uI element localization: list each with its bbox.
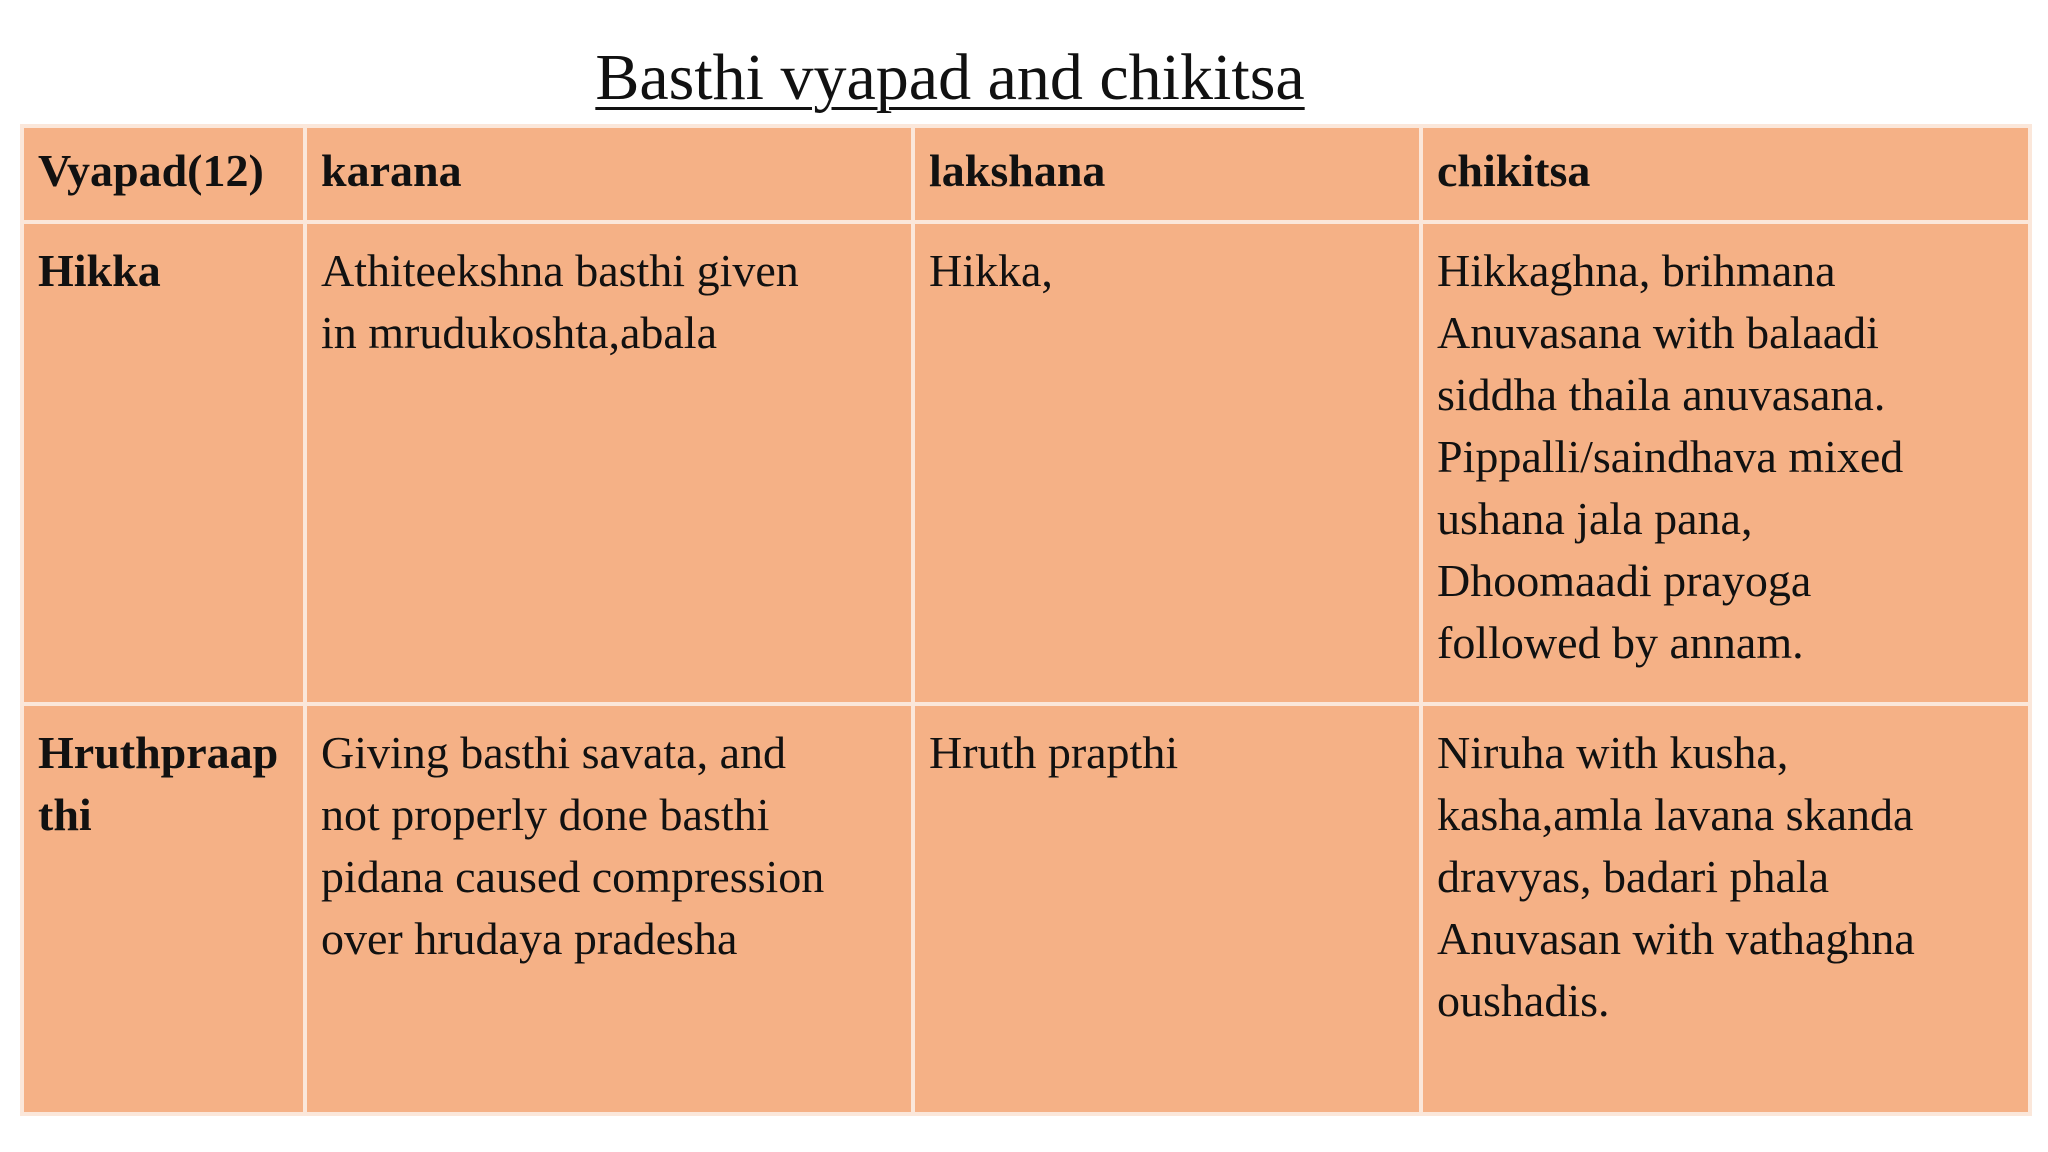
cell-line: Athiteekshna basthi given <box>321 245 799 296</box>
table-row <box>22 222 2030 704</box>
cell-karana <box>305 222 913 704</box>
cell-line: over hrudaya pradesha <box>321 913 738 964</box>
cell-chikitsa <box>1421 704 2030 1114</box>
cell-line: siddha thaila anuvasana. <box>1437 369 1886 420</box>
cell-line: ushana jala pana, <box>1437 493 1753 544</box>
cell-line: not properly done basthi <box>321 789 770 840</box>
cell-lakshana <box>913 222 1421 704</box>
cell-line: Giving basthi savata, and <box>321 727 787 778</box>
cell-karana <box>305 704 913 1114</box>
cell-line: followed by annam. <box>1437 617 1804 668</box>
cell-line: Niruha with kusha, <box>1437 727 1789 778</box>
cell-vyapad: Hikka <box>22 222 305 704</box>
cell-line: Hikkaghna, brihmana <box>1437 245 1836 296</box>
header-vyapad: Vyapad(12) <box>22 126 305 222</box>
cell-vyapad: Hruthpraapthi <box>22 704 305 1114</box>
table-header-row <box>22 126 2030 222</box>
table-row <box>22 704 2030 1114</box>
cell-line: pidana caused compression <box>321 851 825 902</box>
cell-line: kasha,amla lavana skanda <box>1437 789 1914 840</box>
cell-line: Dhoomaadi prayoga <box>1437 555 1812 606</box>
cell-line: Anuvasana with balaadi <box>1437 307 1879 358</box>
cell-line: in mrudukoshta,abala <box>321 307 718 358</box>
header-chikitsa: chikitsa <box>1421 126 2030 222</box>
header-karana: karana <box>305 126 913 222</box>
cell-line: Hruth prapthi <box>929 727 1179 778</box>
cell-lakshana <box>913 704 1421 1114</box>
cell-chikitsa <box>1421 222 2030 704</box>
cell-line: Anuvasan with vathaghna <box>1437 913 1915 964</box>
cell-line: dravyas, badari phala <box>1437 851 1830 902</box>
header-lakshana: lakshana <box>913 126 1421 222</box>
cell-line: Pippalli/saindhava mixed <box>1437 431 1904 482</box>
cell-line: Hikka, <box>929 245 1053 296</box>
vyapad-table <box>20 124 2032 1116</box>
cell-line: oushadis. <box>1437 975 1610 1026</box>
slide-title: Basthi vyapad and chikitsa <box>595 41 1305 114</box>
